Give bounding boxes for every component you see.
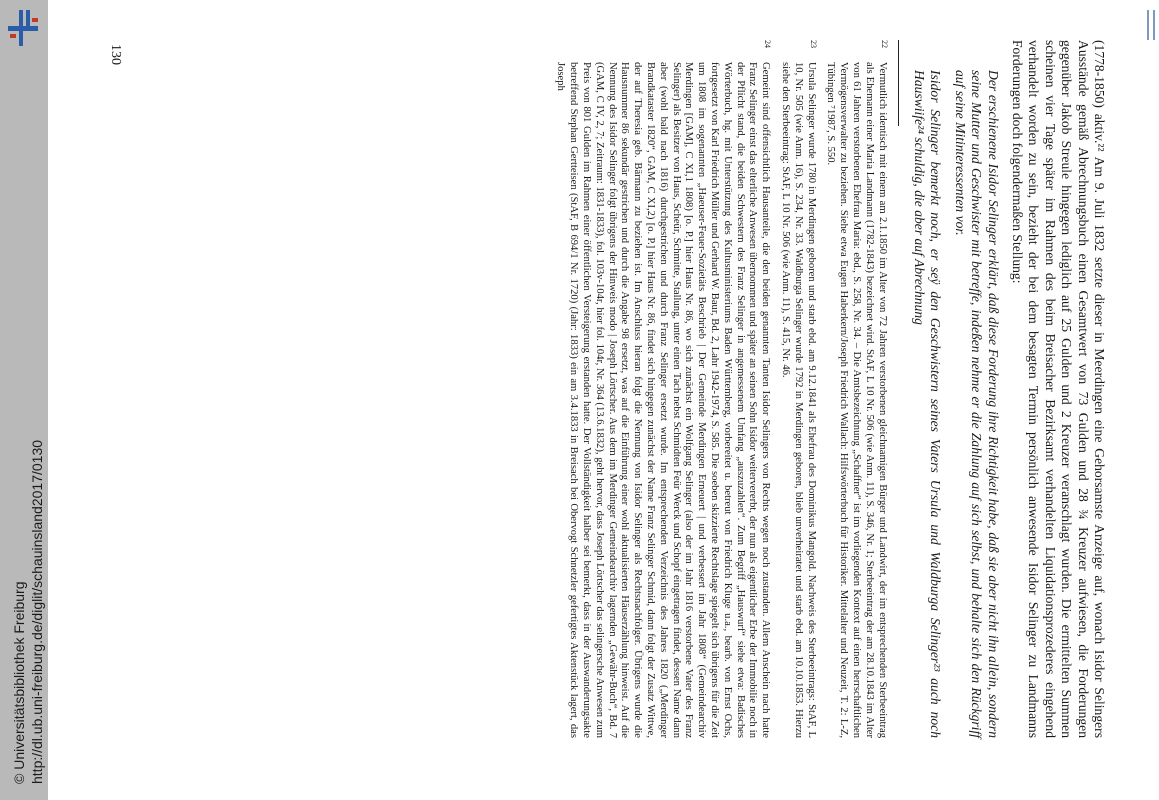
footnote (824, 40, 888, 738)
footnote-text: Ursula Selinger wurde 1780 in Merdingen geboren und starb ebd. am 9.12.1841 als Ehefrau des Dominikus Mangold. Nachweis des Sterbeeintrags: StAF, L 10, Nr. 505 (wie Anm. 16), S. 234, Nr. 33. Waldburga Selinger wurde 1792 in Merdingen geboren, blieb unverheiratet und starb ebd. am 10.10.1853. Hierzu siehe den Sterbeeintrag: StAF, L 10 Nr. 506 (wie Anm. 11), S. 415, Nr. 46. (779, 62, 817, 738)
scanned-page (48, 0, 1159, 800)
footnote-number: 23 (808, 40, 818, 48)
page-edge-marker (1147, 10, 1155, 40)
footnote-number: 22 (879, 40, 889, 48)
body-paragraph: (1778-1850) aktiv.²² Am 9. Juli 1832 setzte dieser in Meerdingen eine Gehorsamste Anzeige auf, wonach Isidor Selingers Ausstände gemäß Abrechnungsbuch einen Gesamtwert von 73 Gulden und 28 ¾ Kreuzer aufwiesen, die Forderungen gegenüber Jakob Streule hingegen lediglich auf 25 Gulden und 2 Kreuzer veranschlagt wurden. Die ermittelten Summen scheinen vier Tage später im Rahmen des beim Breisacher Bezirksamt verhandelten Liquidationsprozederes eingehend verhandelt worden zu sein, bezieht der bei dem besagten Termin persönlich anwesende Isidor Selinger zu Landmanns Forderungen doch folgendermaßen Stellung: (1009, 40, 1107, 738)
footnote (778, 40, 816, 738)
page-number: 130 (108, 44, 123, 65)
permalink-url[interactable]: http://dl.ub.uni-freiburg.de/diglit/schauinsland2017/0130 (29, 439, 45, 784)
body-text (911, 40, 1107, 738)
footnote-divider (898, 40, 899, 126)
viewer-sidebar (0, 0, 48, 800)
footnote-text: Gemeint sind offensichtlich Hausanteile, die den beiden genannten Tanten Isidor Selingers von Rechts wegen noch zustanden. Allem Anschein nach hatte Franz Selinger einst das elterliche Anwesen übernommen und später an seinen Sohn Isidor weitervererbt, der nun als eigentlicher Erbe der Immobilie noch in der Pflicht stand, die beiden Schwestern des Franz Selinger in angemessenem Umfang „auszuzahlen“. Zum Begriff „Hauswurf“ siehe etwa: Badisches Wörterbuch, hg. mit Unterstützung des Kultusministeriums Baden Württemberg, vorbereitet u. betreut von Friedrich Kluge u.a., bearb. von Ernst Ochs, fortgesetzt von Karl Friedrich Müller und Gerhard W. Baur, Bd. 2, Lahr 1942-1974, S. 585. Die soeben skizzierte Rechtslage spiegelt sich übrigens für die Zeit um 1808 im sogenannten „Haeuser-Feuer-Sozietäts Beschrieb | Der Gemeinde Merdingen Erneuert | und verbessert im Jahr 1808“ (Gemeindearchiv Merdingen [GAM], C XI,1 1808) [o. P.] hier Haus Nr. 86, wo sich zunächst ein Wolfgang Selinger (also der im Jahr 1816 verstorbene Vater des Franz Selinger) als Besitzer von Haus, Scheür, Schmitte, Stallung, unter einen Tach nebst Schmidten Feür Werck und Schopf eingetragen findet, dessen Name dann aber (wohl bald nach 1816) durchgestrichen und durch Franz Selinger ersetzt wurde. Im entsprechenden Verzeichnis des Jahres 1820 („Merdinger Brandkataster 1820“, GAM, C XI,2) [o. P.] hier Haus Nr. 86, findet sich hingegen zunächst der Name Franz Selinger Schmid, dann folgt der Zusatz Wittwe, der auf Theresia geb. Bärmann zu beziehen ist. Im Anschluss hieran folgt die Nennung von Isidor Selinger als Rechtsnachfolger. Übrigens wurde die Hausnummer 86 sekundär gestrichen und durch die Angabe 98 ersetzt, was auf die Einführung einer wohl aktualisierten Häuserzählung hinweist. Auf die Nennung des Isidor Selinger folgt übrigens der Hinweis modo | Joseph Lörtscher. Aus dem im Merdinger Gemeindearchiv lagernden „Gewähr-Buch“, Bd. 7 (GAM, C IV, 2, 7; Zeitraum: 1831-1833), fol. 103v-104r, hier fol. 104r, Nr. 364 (13.6.1832), geht hervor, dass Joseph Lörtscher das selingersche Anwesen zum Preis von 801 Gulden im Rahmen einer öffentlichen Versteigerung erstanden hatte. Der Vollständigkeit halber sei bemerkt, dass in der Auswanderungsakte betreffend Stephan Gertteisen (StAF, B 694/1 Nr. 1720) (Jahr: 1833) ein am 3.4.1833 in Breisach bei Obervogt Schnetzler gefertigtes Aktenstück lagert, das Joseph (555, 62, 772, 738)
quote-paragraph: Der erschienene Isidor Selinger erklärt, daß diese Forderung ihre Richtigkeit habe, daß sie aber nicht ihn allein, sondern seine Mutter und Geschwister mit betreffe, indeßen nehme er die Zahlung auf sich selbst, und behalte sich den Rückgriff auf seine Mitinteressenten vor. (952, 70, 1001, 738)
page-content (547, 40, 1107, 738)
footnote-number: 24 (763, 40, 773, 48)
footnote (554, 40, 772, 738)
footnote-text: Vermutlich identisch mit einem am 2.1.1850 im Alter von 72 Jahren verstorbenen gleichnamigen Bürger und Landwirt, der im entsprechenden Sterbeeintrag als Ehemann einer Maria Landmann (1782-1843) bezeichnet wird. StAF, L 10 Nr. 506 (wie Anm. 11), S. 346, Nr. 1; Sterbeeintrag der am 28.10.1843 im Alter von 61 Jahren verstorbenen Ehefrau Maria: ebd., S. 258, Nr. 34. – Die Amtsbezeichnung „Schaffner“ ist im vorliegenden Kontext auf einen herrschaftlichen Vermögensverwalter zu beziehen. Siehe etwa Eugen Haberkern/Joseph Friedrich Wallach: Hilfswörterbuch für Historiker. Mittelalter und Neuzeit, T. 2: L-Z, Tübingen ⁷1987, S. 550. (825, 62, 888, 738)
page-viewport[interactable] (48, 0, 1159, 800)
copyright-notice: © Universitätsbibliothek Freiburg (11, 581, 27, 784)
sidebar-text (7, 0, 45, 800)
quote-paragraph: Isidor Selinger bemerkt noch, er seÿ den Geschwistern seines Vaters Ursula und Waldburga Selinger²³ auch noch Hauswiife²⁴ schuldig, die aber auf Abrechnung (911, 70, 944, 738)
